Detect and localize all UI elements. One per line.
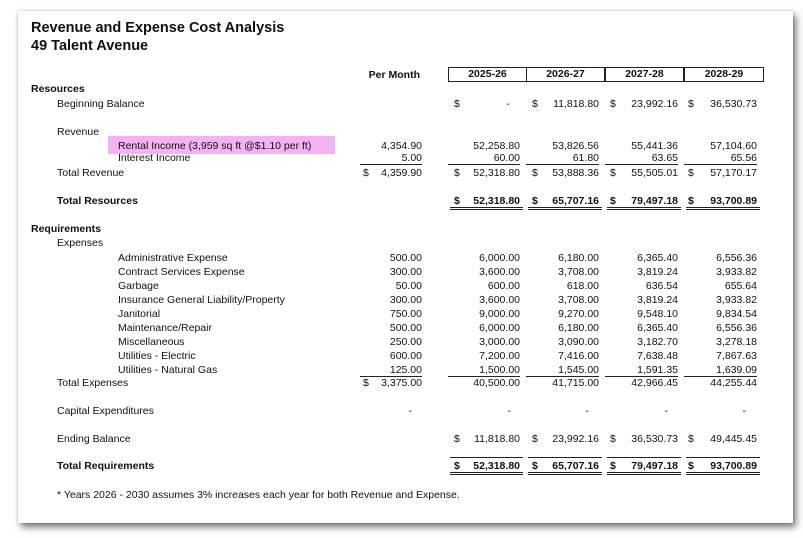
expense-cell-value: 3,000.00 <box>479 336 520 348</box>
double-underline <box>528 472 602 475</box>
cell-value: 60.00 <box>448 152 520 165</box>
cell-value: 49,445.45 <box>710 433 757 445</box>
cell-value: 61.80 <box>526 152 599 165</box>
subsection-revenue: Revenue <box>57 126 100 138</box>
expense-cell-value: 1,591.35 <box>605 364 678 377</box>
double-underline <box>450 472 523 475</box>
expense-cell-value: 3,600.00 <box>479 294 520 306</box>
row-label-total-expenses: Total Expenses <box>57 377 129 389</box>
expense-cell-value: 6,365.40 <box>637 252 678 264</box>
cell-value: - <box>506 98 510 110</box>
cell-value: 52,318.80 <box>473 460 520 472</box>
dollar-sign: $ <box>610 98 616 110</box>
double-underline <box>686 472 760 475</box>
subsection-expenses: Expenses <box>57 237 104 249</box>
report-title: Revenue and Expense Cost Analysis <box>31 20 285 36</box>
expense-cell-value: 6,365.40 <box>637 322 678 334</box>
cell-value: 5.00 <box>360 152 422 165</box>
expense-cell-value: 300.00 <box>389 294 422 306</box>
cell-value: 36,530.73 <box>631 433 678 445</box>
dollar-sign: $ <box>454 167 460 179</box>
expense-cell-value: 500.00 <box>389 322 422 334</box>
top-border <box>607 457 681 458</box>
expense-cell-value: 125.00 <box>360 364 422 377</box>
cell-value: 65.56 <box>684 152 757 165</box>
cell-value: 55,505.01 <box>631 167 678 179</box>
expense-row-label: Administrative Expense <box>118 252 228 264</box>
cell-value: 79,497.18 <box>631 195 678 207</box>
dollar-sign: $ <box>610 167 616 179</box>
cell-value: 36,530.73 <box>710 98 757 110</box>
expense-cell-value: 3,933.82 <box>716 294 757 306</box>
cell-value: 65,707.16 <box>552 195 599 207</box>
expense-cell-value: 3,090.00 <box>558 336 599 348</box>
expense-cell-value: 1,639.09 <box>684 364 757 377</box>
dollar-sign: $ <box>532 195 538 207</box>
cell-value: 11,818.80 <box>553 98 599 110</box>
cell-value: 93,700.89 <box>710 460 757 472</box>
cell-value: - <box>585 405 589 417</box>
row-label-capital-expenditures: Capital Expenditures <box>57 405 154 417</box>
expense-row-label: Insurance General Liability/Property <box>118 294 285 306</box>
section-resources: Resources <box>31 83 85 95</box>
expense-cell-value: 1,545.00 <box>526 364 599 377</box>
expense-cell-value: 636.54 <box>645 280 678 292</box>
expense-row-label: Garbage <box>118 280 159 292</box>
double-underline <box>450 207 523 210</box>
expense-cell-value: 3,600.00 <box>479 266 520 278</box>
dollar-sign: $ <box>363 167 369 179</box>
cell-value: 65,707.16 <box>552 460 599 472</box>
expense-cell-value: 7,416.00 <box>558 350 599 362</box>
col-header-per-month: Per Month <box>368 69 420 81</box>
row-label-total-resources: Total Resources <box>57 195 138 207</box>
dollar-sign: $ <box>688 433 694 445</box>
expense-cell-value: 3,819.24 <box>637 294 678 306</box>
cell-value: 53,888.36 <box>552 167 599 179</box>
cell-value: 63.65 <box>605 152 678 165</box>
expense-row-label: Janitorial <box>118 308 161 320</box>
expense-row-label: Utilities - Natural Gas <box>118 364 218 376</box>
expense-cell-value: 50.00 <box>395 280 422 292</box>
double-underline <box>607 207 681 210</box>
report-subtitle: 49 Talent Avenue <box>31 38 149 54</box>
cell-value: 57,170.17 <box>710 167 757 179</box>
dollar-sign: $ <box>454 460 460 472</box>
section-requirements: Requirements <box>31 223 102 235</box>
cell-value: 4,359.90 <box>381 167 422 179</box>
expense-cell-value: 3,708.00 <box>558 294 599 306</box>
dollar-sign: $ <box>688 460 694 472</box>
cell-value: 53,826.56 <box>552 140 599 152</box>
double-underline <box>528 207 602 210</box>
expense-cell-value: 6,180.00 <box>558 252 599 264</box>
dollar-sign: $ <box>688 167 694 179</box>
dollar-sign: $ <box>532 433 538 445</box>
cell-value: 93,700.89 <box>710 195 757 207</box>
cell-value: 23,992.16 <box>552 433 599 445</box>
dollar-sign: $ <box>454 433 460 445</box>
cell-value: 55,441.36 <box>631 140 678 152</box>
col-header-2027-28: 2027-28 <box>605 67 684 82</box>
expense-cell-value: 7,867.63 <box>716 350 757 362</box>
dollar-sign: $ <box>454 195 460 207</box>
expense-cell-value: 250.00 <box>389 336 422 348</box>
row-label-interest-income: Interest Income <box>118 152 191 164</box>
expense-cell-value: 600.00 <box>487 280 520 292</box>
cell-value: 42,966.45 <box>631 377 678 389</box>
spreadsheet-page <box>18 11 793 523</box>
cell-value: 52,318.80 <box>473 195 520 207</box>
cell-value: 79,497.18 <box>631 460 678 472</box>
footnote: * Years 2026 - 2030 assumes 3% increases each year for both Revenue and Expense. <box>57 489 460 501</box>
expense-cell-value: 3,819.24 <box>637 266 678 278</box>
cell-value: 40,500.00 <box>473 377 520 389</box>
expense-row-label: Miscellaneous <box>118 336 185 348</box>
top-border <box>686 457 760 458</box>
cell-value: - <box>664 405 668 417</box>
col-header-2026-27: 2026-27 <box>526 67 605 82</box>
expense-row-label: Contract Services Expense <box>118 266 245 278</box>
col-header-2028-29: 2028-29 <box>684 67 764 82</box>
dollar-sign: $ <box>610 433 616 445</box>
dollar-sign: $ <box>610 195 616 207</box>
top-border <box>528 457 602 458</box>
expense-cell-value: 500.00 <box>389 252 422 264</box>
expense-cell-value: 9,548.10 <box>637 308 678 320</box>
top-border <box>450 457 523 458</box>
expense-cell-value: 3,182.70 <box>637 336 678 348</box>
expense-cell-value: 6,000.00 <box>479 252 520 264</box>
expense-cell-value: 618.00 <box>566 280 599 292</box>
cell-value: 52,318.80 <box>473 167 520 179</box>
expense-cell-value: 6,000.00 <box>479 322 520 334</box>
expense-cell-value: 6,556.36 <box>716 322 757 334</box>
expense-cell-value: 6,556.36 <box>716 252 757 264</box>
expense-cell-value: 9,834.54 <box>716 308 757 320</box>
dollar-sign: $ <box>610 460 616 472</box>
expense-cell-value: 9,000.00 <box>479 308 520 320</box>
expense-cell-value: 3,933.82 <box>716 266 757 278</box>
dollar-sign: $ <box>454 98 460 110</box>
cell-value: 4,354.90 <box>381 140 422 152</box>
expense-cell-value: 9,270.00 <box>558 308 599 320</box>
expense-cell-value: 3,278.18 <box>716 336 757 348</box>
double-underline <box>686 207 760 210</box>
row-label-ending-balance: Ending Balance <box>57 433 131 445</box>
cell-value: - <box>742 405 746 417</box>
expense-cell-value: 7,638.48 <box>637 350 678 362</box>
cell-value: 44,255.44 <box>710 377 757 389</box>
expense-cell-value: 750.00 <box>389 308 422 320</box>
expense-cell-value: 600.00 <box>389 350 422 362</box>
expense-row-label: Utilities - Electric <box>118 350 196 362</box>
cell-value: 41,715.00 <box>552 377 599 389</box>
row-label-total-requirements: Total Requirements <box>57 460 155 472</box>
expense-cell-value: 1,500.00 <box>448 364 520 377</box>
expense-cell-value: 6,180.00 <box>558 322 599 334</box>
cell-value: 3,375.00 <box>381 377 422 389</box>
dollar-sign: $ <box>532 167 538 179</box>
dollar-sign: $ <box>688 195 694 207</box>
cell-value: 57,104.60 <box>710 140 757 152</box>
cell-value: - <box>507 405 511 417</box>
expense-cell-value: 655.64 <box>724 280 757 292</box>
row-label-rental-income: Rental Income (3,959 sq ft @$1.10 per ft) <box>118 140 312 152</box>
row-label-beginning-balance: Beginning Balance <box>57 98 145 110</box>
row-label-total-revenue: Total Revenue <box>57 167 125 179</box>
dollar-sign: $ <box>688 98 694 110</box>
dollar-sign: $ <box>363 377 369 389</box>
cell-value: 23,992.16 <box>631 98 678 110</box>
cell-value: 52,258.80 <box>473 140 520 152</box>
expense-cell-value: 300.00 <box>389 266 422 278</box>
expense-cell-value: 3,708.00 <box>558 266 599 278</box>
cell-value: - <box>408 405 412 417</box>
double-underline <box>607 472 681 475</box>
cell-value: 11,818.80 <box>474 433 520 445</box>
dollar-sign: $ <box>532 98 538 110</box>
col-header-2025-26: 2025-26 <box>448 67 527 82</box>
expense-cell-value: 7,200.00 <box>479 350 520 362</box>
expense-row-label: Maintenance/Repair <box>118 322 212 334</box>
dollar-sign: $ <box>532 460 538 472</box>
